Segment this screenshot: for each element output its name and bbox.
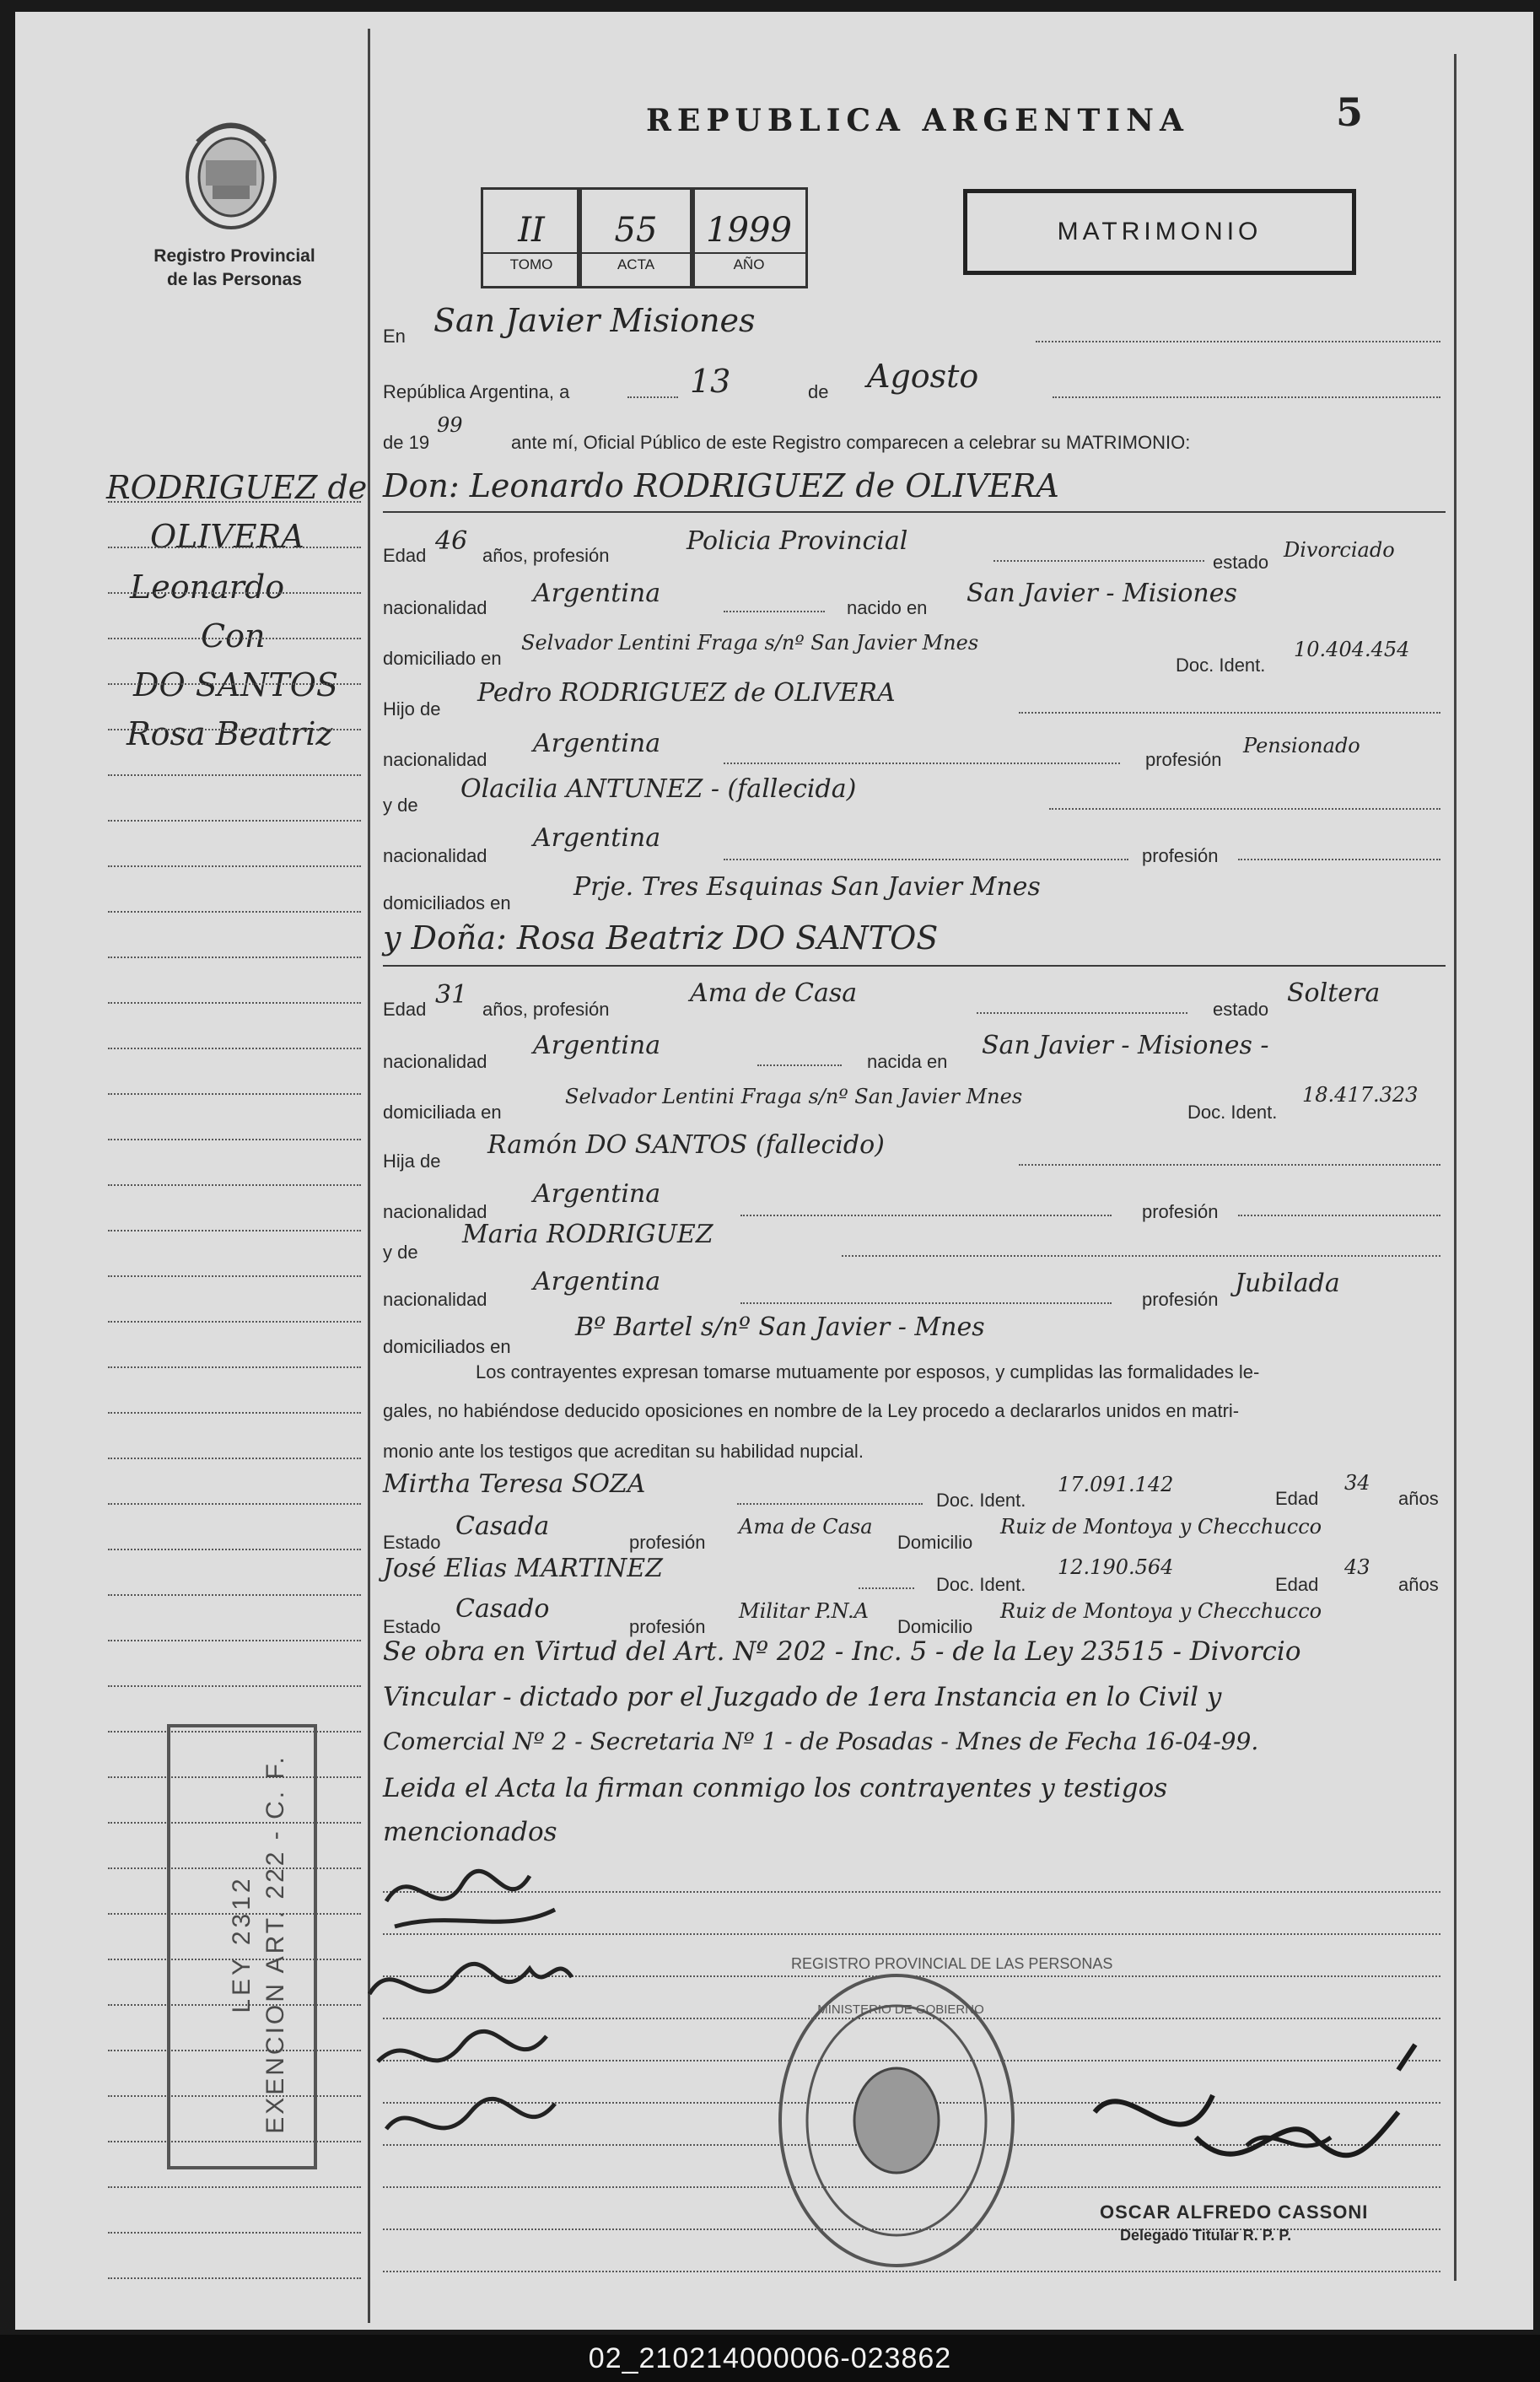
groom-padre-nacionalidad: Argentina	[533, 729, 661, 758]
groom-domiciliado-label: domiciliado en	[383, 648, 502, 669]
groom-padre-nacionalidad-label: nacionalidad	[383, 749, 487, 770]
margin-ruled-line	[108, 1184, 361, 1186]
margin-ruled-line	[108, 1275, 361, 1277]
ano-cell	[690, 187, 808, 288]
margin-note-line3: Leonardo	[130, 569, 285, 606]
bride-domiciliados-label: domiciliados en	[383, 1336, 511, 1357]
declaration-line2: gales, no habiéndose deducido oposiciones en nombre de la Ley procedo a declararlos unidos en matri-	[383, 1400, 1240, 1421]
witness2-domicilio: Ruiz de Montoya y Checchucco	[1000, 1599, 1322, 1623]
margin-ruled-line	[108, 774, 361, 776]
officer-signature	[1078, 2036, 1432, 2222]
witness2-name: José Elias MARTINEZ	[383, 1554, 663, 1583]
groom-estado-label: estado	[1213, 552, 1269, 573]
note-line3: Comercial Nº 2 - Secretaria Nº 1 - de Posadas - Mnes de Fecha 16-04-99.	[383, 1727, 1259, 1755]
witness1-profesion: Ama de Casa	[739, 1515, 873, 1539]
bride-madre: Maria RODRIGUEZ	[462, 1220, 713, 1249]
acta-label: ACTA	[579, 252, 692, 276]
witness1-doc: 17.091.142	[1058, 1473, 1174, 1496]
scan-file-caption: 02_210214000006-023862	[0, 2335, 1540, 2382]
groom-madre-nacionalidad-label: nacionalidad	[383, 845, 487, 866]
margin-ruled-line	[108, 1685, 361, 1687]
exemption-stamp-line2: EXENCION ART. 222 - C. F.	[261, 1754, 289, 2134]
witness1-edad-label: Edad	[1275, 1488, 1319, 1509]
witness1-domicilio: Ruiz de Montoya y Checchucco	[1000, 1515, 1322, 1539]
contrayentes-signatures	[336, 1851, 639, 2188]
bride-nacida-label: nacida en	[867, 1051, 948, 1072]
margin-ruled-line	[108, 501, 361, 503]
groom-domicilio: Selvador Lentini Fraga s/nº San Javier Mnes	[521, 631, 979, 655]
witness2-domicilio-label: Domicilio	[897, 1616, 973, 1637]
witness2-edad: 43	[1344, 1555, 1370, 1579]
margin-ruled-line	[108, 683, 361, 685]
witness2-anos-label: años	[1398, 1574, 1439, 1595]
bride-madre-nacionalidad-label: nacionalidad	[383, 1289, 487, 1310]
margin-ruled-line	[108, 2232, 361, 2234]
groom-full-line: Don: Leonardo RODRIGUEZ de OLIVERA	[383, 467, 1059, 504]
margin-note-line6: Rosa Beatriz	[127, 715, 333, 752]
bride-domiciliada-label: domiciliada en	[383, 1102, 502, 1123]
groom-padre-profesion: Pensionado	[1243, 734, 1360, 757]
margin-ruled-line	[108, 865, 361, 867]
tomo-label: TOMO	[483, 252, 579, 276]
groom-domiciliados-label: domiciliados en	[383, 892, 511, 913]
margin-ruled-line	[108, 911, 361, 913]
witness1-domicilio-label: Domicilio	[897, 1532, 973, 1553]
margin-note-line1: RODRIGUEZ de	[106, 469, 368, 506]
republica-label: República Argentina, a	[383, 381, 570, 402]
witness2-edad-label: Edad	[1275, 1574, 1319, 1595]
witness2-profesion: Militar P.N.A	[739, 1599, 869, 1623]
bride-domicilio: Selvador Lentini Fraga s/nº San Javier Mnes	[565, 1085, 1023, 1108]
bride-madre-profesion: Jubilada	[1235, 1269, 1340, 1298]
margin-ruled-line	[108, 1366, 361, 1368]
groom-padre: Pedro RODRIGUEZ de OLIVERA	[477, 678, 896, 708]
officer-title: Delegado Titular R. P. P.	[1120, 2227, 1292, 2244]
document-type-box: MATRIMONIO	[963, 189, 1356, 275]
bride-hija-label: Hija de	[383, 1151, 441, 1172]
exemption-stamp-line1: LEY 2312	[228, 1875, 256, 2013]
note-line2: Vincular - dictado por el Juzgado de 1era Instancia en lo Civil y	[383, 1682, 1222, 1712]
margin-ruled-line	[108, 638, 361, 639]
registry-name-line2: de las Personas	[167, 270, 302, 289]
bride-nacida-en: San Javier - Misiones -	[982, 1031, 1269, 1060]
note-line4: Leida el Acta la firman conmigo los contrayentes y testigos	[383, 1773, 1168, 1803]
groom-doc: 10.404.454	[1294, 638, 1410, 661]
page-number: 5	[1336, 89, 1364, 135]
place-value: San Javier Misiones	[433, 302, 756, 339]
witness2-profesion-label: profesión	[629, 1616, 706, 1637]
margin-ruled-line	[108, 1321, 361, 1323]
witness1-edad: 34	[1344, 1471, 1370, 1495]
bride-edad-label: Edad	[383, 999, 427, 1020]
witness1-estado-label: Estado	[383, 1532, 441, 1553]
acta-value: 55	[614, 211, 658, 250]
bride-full-line: y Doña: Rosa Beatriz DO SANTOS	[383, 919, 939, 957]
bride-nacionalidad: Argentina	[533, 1031, 661, 1060]
declaration-line1: Los contrayentes expresan tomarse mutuamente por esposos, y cumplidas las formalidades le-	[476, 1361, 1260, 1382]
witness1-estado: Casada	[455, 1512, 550, 1541]
year-prefix: de 19	[383, 432, 430, 453]
bride-nacionalidad-label: nacionalidad	[383, 1051, 487, 1072]
bride-padre-nacionalidad-label: nacionalidad	[383, 1201, 487, 1222]
provincial-seal-icon	[180, 108, 282, 234]
margin-ruled-line	[108, 820, 361, 822]
witness2-estado: Casado	[455, 1594, 550, 1624]
margin-ruled-line	[108, 1503, 361, 1505]
groom-madre-profesion-label: profesión	[1142, 845, 1219, 866]
margin-ruled-line	[108, 2186, 361, 2188]
bride-edad: 31	[435, 980, 468, 1010]
margin-ruled-line	[108, 1002, 361, 1004]
right-border	[1454, 54, 1457, 2281]
margin-ruled-line	[108, 2277, 361, 2279]
bride-estado-label: estado	[1213, 999, 1269, 1020]
groom-nacionalidad: Argentina	[533, 579, 661, 608]
day-value: 13	[690, 363, 731, 400]
bride-padre-nacionalidad: Argentina	[533, 1179, 661, 1209]
groom-anos-profesion-label: años, profesión	[482, 545, 610, 566]
groom-nacido-label: nacido en	[847, 597, 928, 618]
margin-ruled-line	[108, 1549, 361, 1550]
witness2-doc-label: Doc. Ident.	[936, 1574, 1026, 1595]
bride-estado: Soltera	[1287, 978, 1381, 1008]
groom-domiciliados: Prje. Tres Esquinas San Javier Mnes	[573, 872, 1041, 902]
groom-madre-nacionalidad: Argentina	[533, 823, 661, 853]
groom-profesion: Policia Provincial	[687, 526, 908, 556]
margin-ruled-line	[108, 1594, 361, 1596]
witness1-doc-label: Doc. Ident.	[936, 1490, 1026, 1511]
en-label: En	[383, 326, 406, 347]
witness2-estado-label: Estado	[383, 1616, 441, 1637]
margin-ruled-line	[108, 547, 361, 548]
note-line1: Se obra en Virtud del Art. Nº 202 - Inc. 5 - de la Ley 23515 - Divorcio	[383, 1636, 1301, 1667]
margin-note-line4: Con	[201, 617, 266, 655]
officer-name: OSCAR ALFREDO CASSONI	[1100, 2201, 1369, 2223]
margin-note-line5: DO SANTOS	[133, 666, 338, 703]
ano-label: AÑO	[692, 252, 805, 276]
margin-ruled-line	[108, 1640, 361, 1641]
bride-padre: Ramón DO SANTOS (fallecido)	[487, 1130, 885, 1160]
margin-ruled-line	[108, 1230, 361, 1231]
tomo-cell	[481, 187, 582, 288]
groom-nacido-en: San Javier - Misiones	[967, 579, 1237, 608]
month-value: Agosto	[867, 358, 979, 395]
groom-estado: Divorciado	[1284, 538, 1395, 562]
margin-ruled-line	[108, 1458, 361, 1459]
note-line5: mencionados	[383, 1817, 557, 1847]
intro-text: ante mí, Oficial Público de este Registro comparecen a celebrar su MATRIMONIO:	[511, 432, 1191, 453]
de-label: de	[808, 381, 829, 402]
round-stamp-inner: MINISTERIO DE GOBIERNO	[817, 2002, 984, 2017]
witness2-doc: 12.190.564	[1058, 1555, 1174, 1579]
bride-padre-profesion-label: profesión	[1142, 1201, 1219, 1222]
ano-value: 1999	[706, 211, 792, 250]
bride-madre-profesion-label: profesión	[1142, 1289, 1219, 1310]
witness1-name: Mirtha Teresa SOZA	[383, 1469, 646, 1499]
tomo-value: II	[518, 211, 545, 250]
groom-edad-label: Edad	[383, 545, 427, 566]
groom-edad: 46	[435, 526, 468, 556]
registry-name-line1: Registro Provincial	[153, 246, 315, 266]
groom-madre: Olacilia ANTUNEZ - (fallecida)	[460, 774, 857, 804]
declaration-line3: monio ante los testigos que acreditan su habilidad nupcial.	[383, 1441, 864, 1462]
acta-cell	[577, 187, 695, 288]
margin-ruled-line	[108, 1139, 361, 1140]
country-title: REPUBLICA ARGENTINA	[646, 103, 1189, 138]
witness1-profesion-label: profesión	[629, 1532, 706, 1553]
groom-nacionalidad-label: nacionalidad	[383, 597, 487, 618]
witness1-anos-label: años	[1398, 1488, 1439, 1509]
bride-profesion: Ama de Casa	[690, 978, 858, 1008]
bride-madre-nacionalidad: Argentina	[533, 1267, 661, 1296]
margin-ruled-line	[108, 729, 361, 730]
round-stamp-outer: REGISTRO PROVINCIAL DE LAS PERSONAS	[791, 1955, 1113, 1972]
groom-padre-profesion-label: profesión	[1145, 749, 1222, 770]
groom-hijo-label: Hijo de	[383, 698, 441, 719]
certificate-page	[15, 12, 1533, 2330]
groom-yde-label: y de	[383, 795, 418, 816]
exemption-stamp	[167, 1724, 317, 2169]
margin-note-line2: OLIVERA	[150, 518, 304, 555]
margin-ruled-line	[108, 1093, 361, 1095]
bride-doc: 18.417.323	[1302, 1083, 1419, 1107]
groom-doc-label: Doc. Ident.	[1176, 655, 1266, 676]
bride-doc-label: Doc. Ident.	[1187, 1102, 1278, 1123]
bride-domiciliados: Bº Bartel s/nº San Javier - Mnes	[575, 1312, 985, 1342]
bride-yde-label: y de	[383, 1242, 418, 1263]
bride-anos-profesion-label: años, profesión	[482, 999, 610, 1020]
margin-ruled-line	[108, 592, 361, 594]
year-suffix: 99	[437, 413, 463, 437]
margin-ruled-line	[108, 1412, 361, 1414]
margin-ruled-line	[108, 957, 361, 958]
margin-ruled-line	[108, 1048, 361, 1049]
